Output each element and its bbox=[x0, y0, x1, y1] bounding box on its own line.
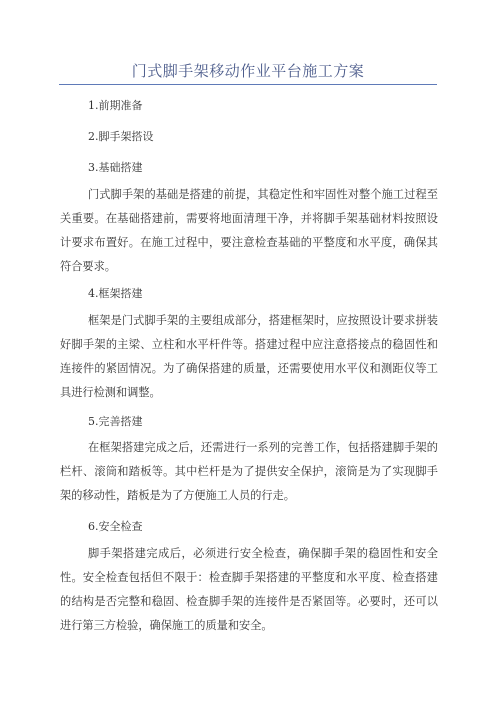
section-heading-foundation: 3.基础搭建 bbox=[88, 161, 143, 174]
section-heading-safety: 6.安全检查 bbox=[88, 520, 143, 533]
section-heading-complete: 5.完善搭建 bbox=[88, 415, 143, 428]
title-divider bbox=[59, 84, 437, 85]
section-paragraph-complete: 在框架搭建完成之后，还需进行一系列的完善工作，包括搭建脚手架的栏杆、滚筒和踏板等。其中栏杆是为了提供安全保护，滚筒是为了实现脚手架的移动性，踏板是为了方便施工人员的行走。 bbox=[60, 441, 438, 502]
section-heading-scaffold: 2.脚手架搭设 bbox=[88, 130, 154, 143]
page-title: 门式脚手架移动作业平台施工方案 bbox=[131, 62, 365, 80]
section-paragraph-safety: 脚手架搭建完成后，必须进行安全检查，确保脚手架的稳固性和安全性。安全检查包括但不限于：检查脚手架搭建的平整度和水平度、检查搭建的结构是否完整和稳固、检查脚手架的连接件是否紧固等。必要时，还可以进行第三方检验，确保施工的质量和安全。 bbox=[60, 547, 438, 632]
section-heading-prep: 1.前期准备 bbox=[88, 99, 143, 112]
section-paragraph-foundation: 门式脚手架的基础是搭建的前提，其稳定性和牢固性对整个施工过程至关重要。在基础搭建前，需要将地面清理干净，并将脚手架基础材料按照设计要求布置好。在施工过程中，要注意检查基础的平整度和水平度，确保其符合要求。 bbox=[60, 188, 438, 273]
section-heading-frame: 4.框架搭建 bbox=[88, 287, 143, 300]
section-paragraph-frame: 框架是门式脚手架的主要组成部分，搭建框架时，应按照设计要求拼装好脚手架的主梁、立柱和水平杆件等。搭建过程中应注意搭接点的稳固性和连接件的紧固情况。为了确保搭建的质量，还需要使用水平仪和测距仪等工具进行检测和调整。 bbox=[60, 314, 438, 399]
